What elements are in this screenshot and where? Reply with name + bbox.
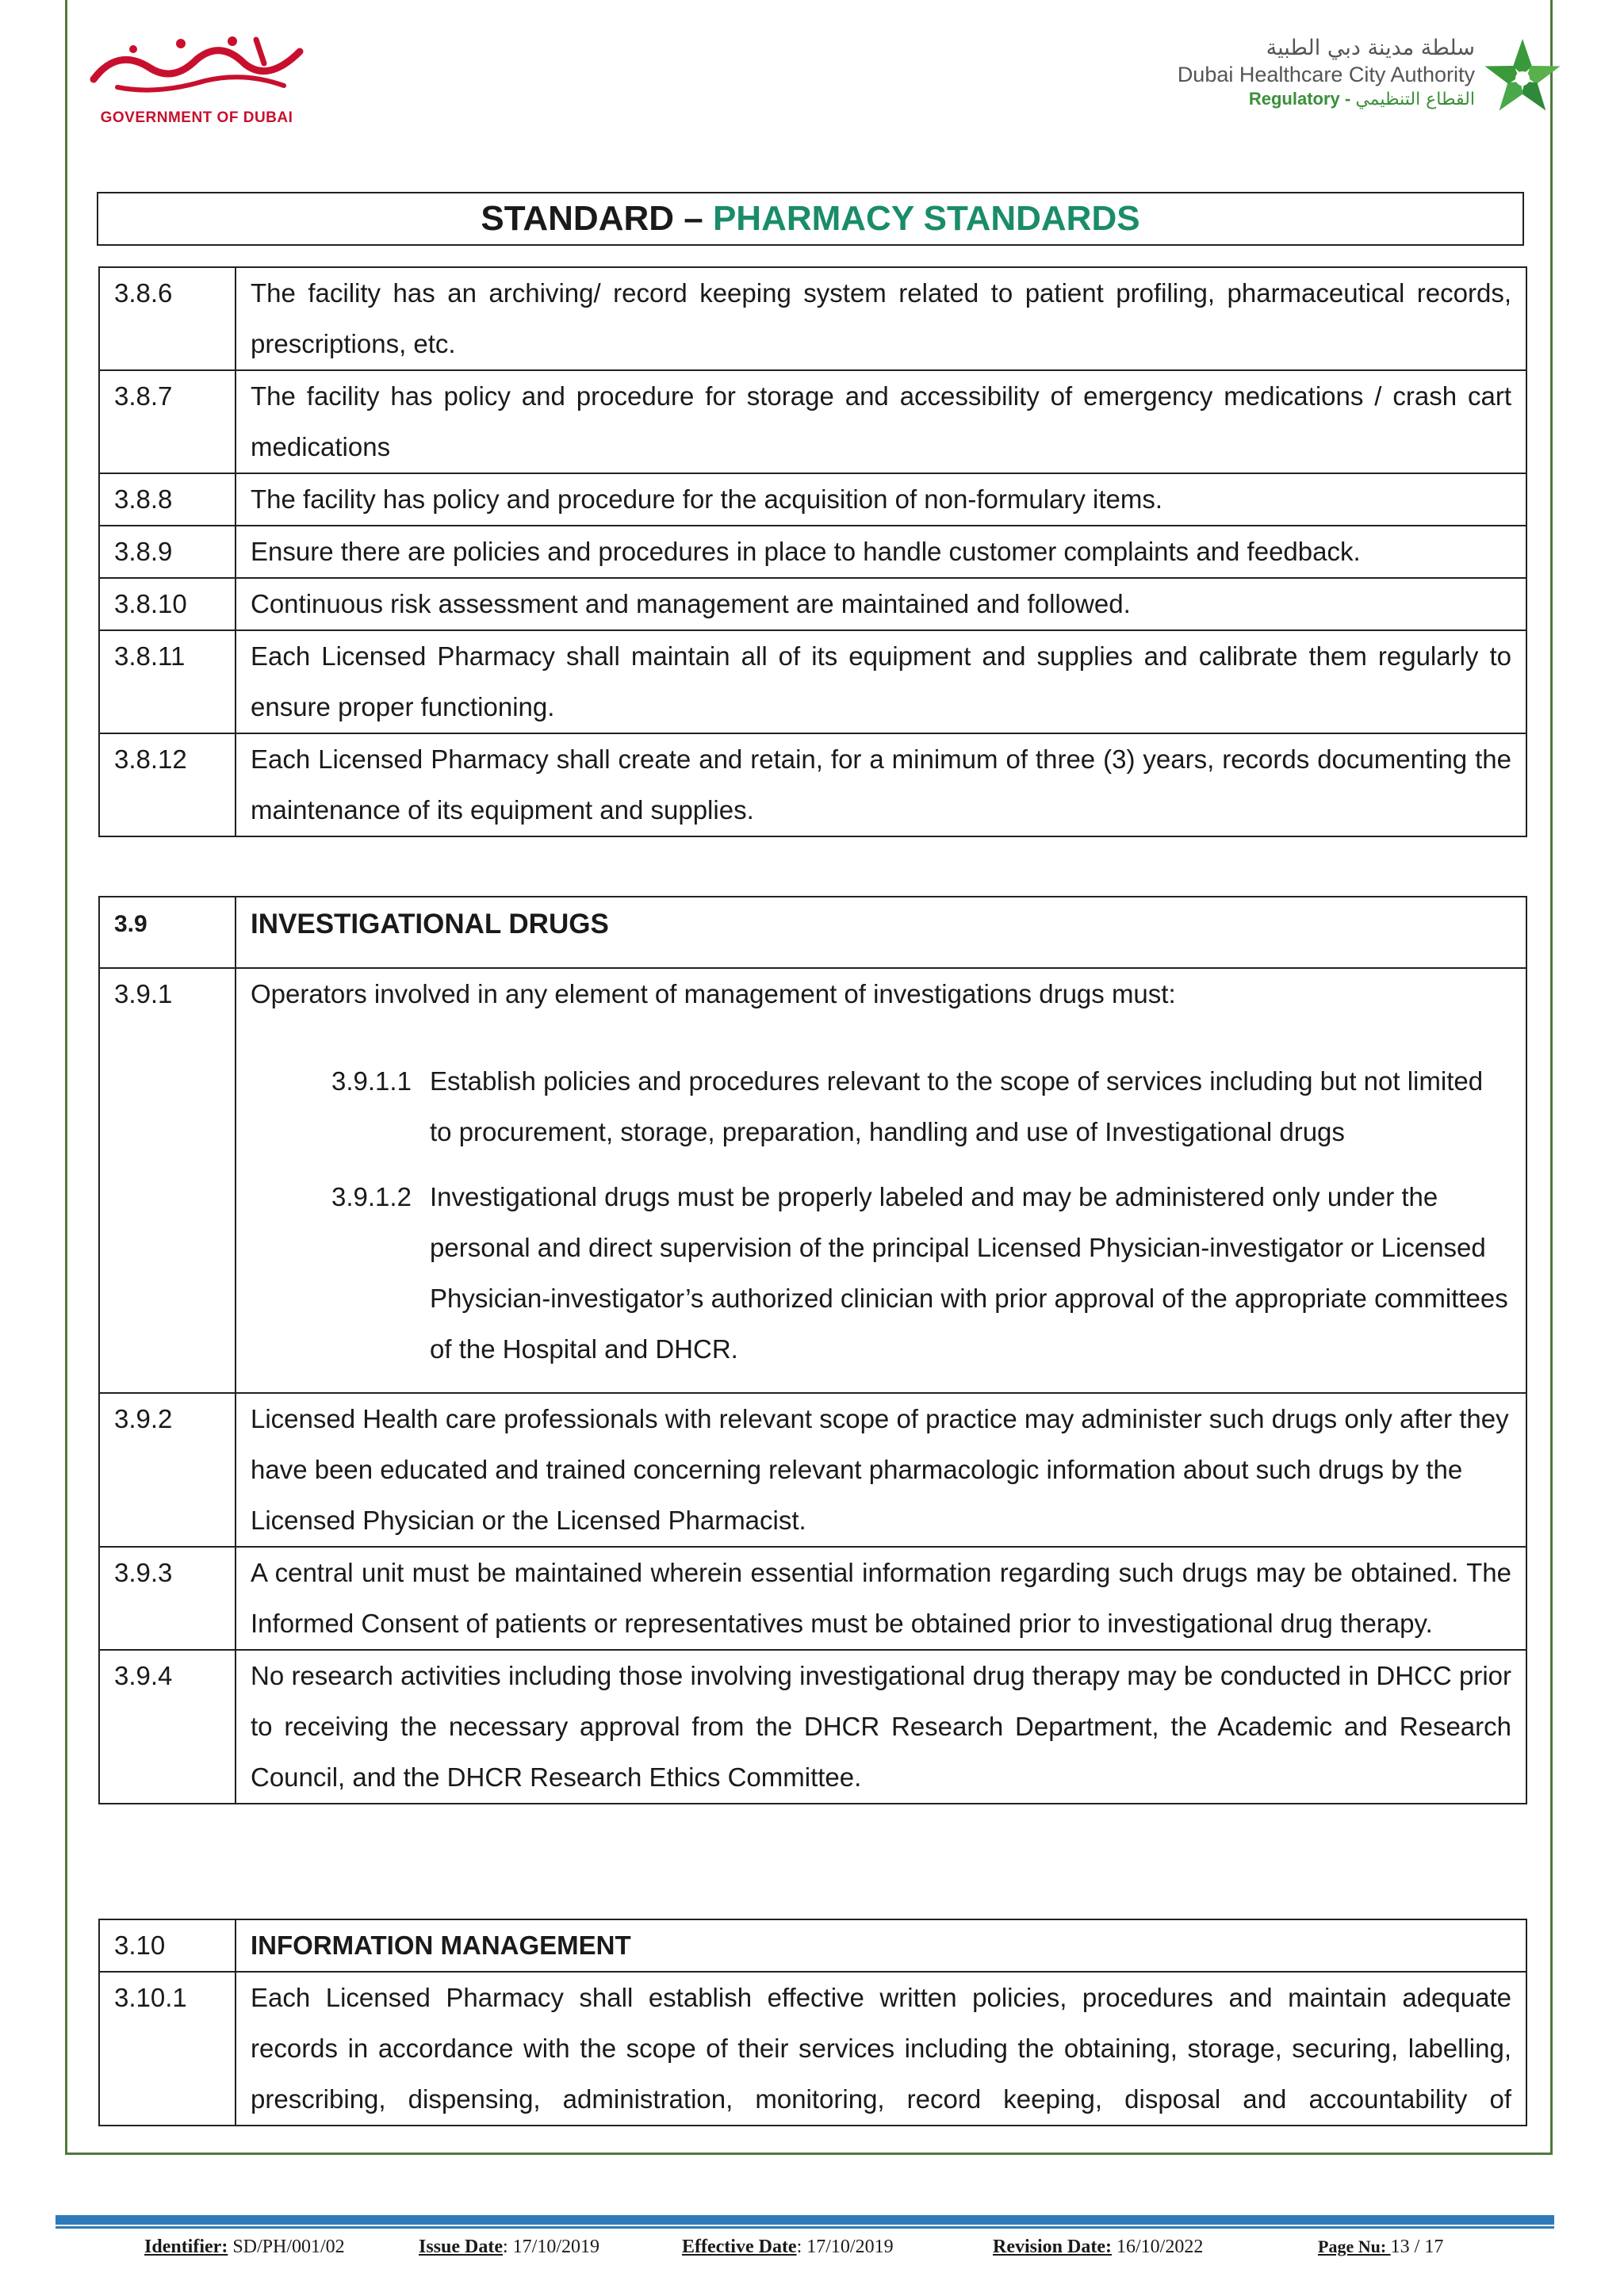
authority-name: Dubai Healthcare City Authority bbox=[1177, 63, 1475, 86]
footer-issue-date: Issue Date: 17/10/2019 bbox=[419, 2237, 600, 2257]
row-text: No research activities including those involving investigational drug therapy may be conducted in DHCC prior to receiving the necessary approval from the DHCR Research Department, the Academic and Research Council, and the DHCR Research Ethics Committee. bbox=[236, 1650, 1526, 1804]
row-number: 3.9.4 bbox=[99, 1650, 236, 1804]
sub-clause-text: Establish policies and procedures relevant to the scope of services including but not limited to procurement, storage, preparation, handling and use of Investigational drugs bbox=[430, 1066, 1484, 1146]
row-text: A central unit must be maintained wherein essential information regarding such drugs may be obtained. The Informed Consent of patients or representatives must be obtained prior to investigational drug therapy. bbox=[236, 1547, 1526, 1650]
table-row bbox=[99, 1547, 1526, 1650]
table-row bbox=[99, 1393, 1526, 1547]
table-row bbox=[99, 526, 1526, 578]
row-number: 3.8.7 bbox=[99, 370, 236, 473]
footer-page-number: Page Nu: 13 / 17 bbox=[1318, 2237, 1444, 2257]
table-row bbox=[99, 578, 1526, 630]
row-text: The facility has policy and procedure for storage and accessibility of emergency medications / crash cart medications bbox=[236, 370, 1526, 473]
row-number: 3.9.3 bbox=[99, 1547, 236, 1650]
table-row bbox=[99, 968, 1526, 1393]
table-row bbox=[99, 1650, 1526, 1804]
row-number: 3.8.8 bbox=[99, 473, 236, 526]
section-number: 3.10 bbox=[99, 1919, 236, 1972]
row-number: 3.8.11 bbox=[99, 630, 236, 733]
footer-divider-thin bbox=[56, 2226, 1554, 2229]
section-number: 3.9 bbox=[99, 897, 236, 968]
row-number: 3.8.6 bbox=[99, 267, 236, 370]
sub-clause-number: 3.9.1.1 bbox=[331, 1066, 412, 1096]
sub-clause-number: 3.9.1.2 bbox=[331, 1182, 412, 1211]
page-title: STANDARD – PHARMACY STANDARDS bbox=[97, 192, 1524, 246]
government-name: GOVERNMENT OF DUBAI bbox=[100, 109, 293, 126]
footer-effective-date: Effective Date: 17/10/2019 bbox=[682, 2237, 894, 2257]
row-number: 3.10.1 bbox=[99, 1972, 236, 2126]
standards-table-3-8 bbox=[98, 266, 1527, 837]
authority-regulatory-label: Regulatory - القطاع التنظيمي bbox=[1248, 89, 1475, 109]
section-title: INFORMATION MANAGEMENT bbox=[236, 1919, 1526, 1972]
table-row bbox=[99, 473, 1526, 526]
row-number: 3.9.1 bbox=[99, 968, 236, 1393]
row-number: 3.8.10 bbox=[99, 578, 236, 630]
row-text: Continuous risk assessment and management are maintained and followed. bbox=[236, 578, 1526, 630]
row-text: The facility has policy and procedure for the acquisition of non-formulary items. bbox=[236, 473, 1526, 526]
row-content bbox=[236, 968, 1526, 1393]
table-row bbox=[99, 733, 1526, 836]
footer-revision-date: Revision Date: 16/10/2022 bbox=[993, 2237, 1204, 2257]
footer-divider bbox=[56, 2215, 1554, 2225]
table-row bbox=[99, 630, 1526, 733]
row-number: 3.9.2 bbox=[99, 1393, 236, 1547]
table-row bbox=[99, 1972, 1526, 2126]
row-text: Operators involved in any element of management of investigations drugs must: bbox=[251, 979, 1176, 1008]
row-text: Each Licensed Pharmacy shall create and retain, for a minimum of three (3) years, records documenting the maintenance of its equipment and supplies. bbox=[236, 733, 1526, 836]
dhcc-authority-logo bbox=[1110, 35, 1562, 130]
sub-clause bbox=[251, 1172, 1511, 1375]
row-text: Licensed Health care professionals with relevant scope of practice may administer such drugs only after they have been educated and trained concerning relevant pharmacologic information about such drugs by the Licensed Physician or the Licensed Pharmacist. bbox=[236, 1393, 1526, 1547]
section-header-row bbox=[99, 1919, 1526, 1972]
footer-identifier: Identifier: SD/PH/001/02 bbox=[144, 2237, 345, 2257]
sub-clause bbox=[251, 1056, 1511, 1158]
row-text: Ensure there are policies and procedures in place to handle customer complaints and feedback. bbox=[236, 526, 1526, 578]
sub-clause-text: Investigational drugs must be properly labeled and may be administered only under the personal and direct supervision of the principal Licensed Physician-investigator or Licensed Physician-investigator’s authorized clinician with prior approval of the appropriate committees of the Hospital and DHCR. bbox=[430, 1182, 1508, 1364]
row-text: Each Licensed Pharmacy shall maintain all of its equipment and supplies and calibrate them regularly to ensure proper functioning. bbox=[236, 630, 1526, 733]
dhcc-star-icon bbox=[1483, 35, 1562, 122]
standards-table-3-10 bbox=[98, 1919, 1527, 2126]
authority-arabic-name: سلطة مدينة دبي الطبية bbox=[1266, 36, 1475, 60]
row-number: 3.8.9 bbox=[99, 526, 236, 578]
row-text: The facility has an archiving/ record keeping system related to patient profiling, pharmaceutical records, prescriptions, etc. bbox=[236, 267, 1526, 370]
section-header-row bbox=[99, 897, 1526, 968]
table-row bbox=[99, 267, 1526, 370]
row-text: Each Licensed Pharmacy shall establish effective written policies, procedures and maintain adequate records in accordance with the scope of their services including the obtaining, storage, securing, labelling, prescribing, dispensing, administration, monitoring, record keeping, disposal and accountability of bbox=[236, 1972, 1526, 2126]
document-footer bbox=[144, 2231, 1492, 2263]
government-arabic-calligraphy-icon bbox=[86, 32, 308, 99]
government-of-dubai-logo bbox=[86, 32, 308, 135]
row-number: 3.8.12 bbox=[99, 733, 236, 836]
section-title: INVESTIGATIONAL DRUGS bbox=[236, 897, 1526, 968]
standards-table-3-9 bbox=[98, 896, 1527, 1804]
table-row bbox=[99, 370, 1526, 473]
